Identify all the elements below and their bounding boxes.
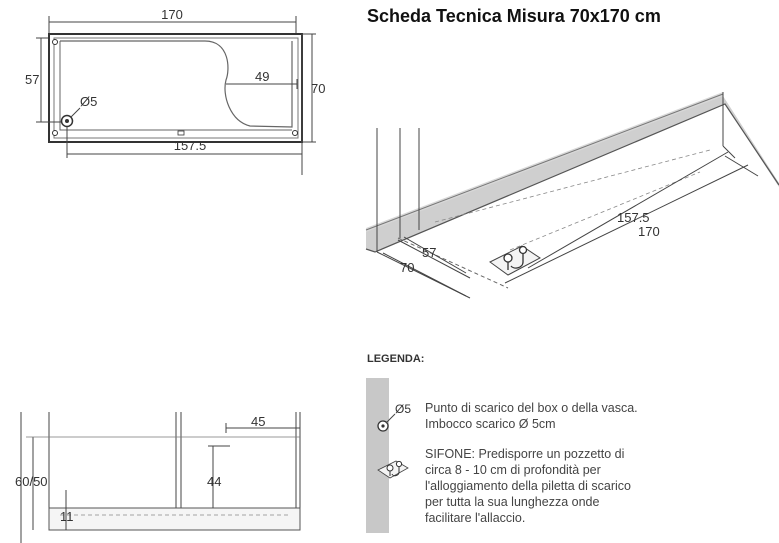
plan-curve-label: 49	[255, 69, 270, 84]
section-view	[15, 412, 300, 543]
iso-label-57: 57	[422, 245, 437, 260]
plan-view	[25, 7, 325, 175]
iso-label-170: 170	[638, 224, 660, 239]
legend-drain-text: Punto di scarico del box o della vasca. Imbocco scarico Ø 5cm	[425, 401, 638, 431]
iso-drain-icon	[504, 254, 512, 262]
legend-drain-symbol: Ø5	[395, 402, 412, 416]
legend-heading: LEGENDA:	[367, 353, 425, 365]
plan-width-label: 170	[161, 7, 183, 22]
tub-section-base	[49, 508, 300, 530]
section-label-11: 11	[60, 509, 74, 524]
iso-label-70: 70	[400, 260, 415, 275]
plan-length-label: 157.5	[173, 138, 207, 153]
isometric-view	[366, 92, 779, 298]
plan-offset-label: 57	[25, 72, 40, 87]
iso-label-157-5: 157.5	[617, 210, 650, 225]
section-height-label: 60/50	[15, 474, 48, 489]
legend-siphon-text: SIFONE: Predisporre un pozzetto di circa 8 - 10 cm di profondità per l'alloggiamento della piletta di scarico per tutta la sua lunghezza onde facilitare l'allaccio.	[425, 447, 631, 525]
plan-depth-label: 70	[311, 81, 326, 96]
legend-graphics	[366, 378, 411, 533]
page-title: Scheda Tecnica Misura 70x170 cm	[367, 6, 661, 26]
iso-drain-plate	[490, 246, 540, 275]
section-label-44: 44	[207, 474, 222, 489]
plan-drain-label: Ø5	[80, 94, 98, 109]
section-label-45: 45	[251, 414, 266, 429]
